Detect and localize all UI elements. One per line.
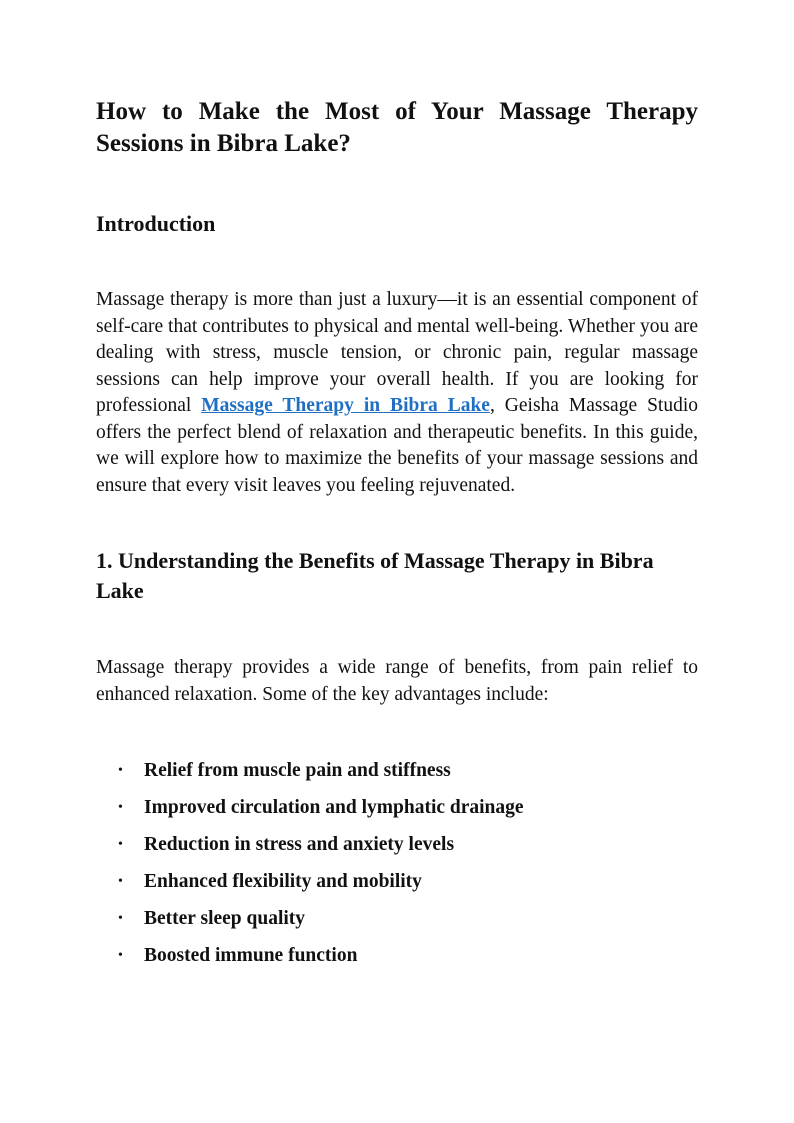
list-item xyxy=(96,868,698,895)
benefit-text: Relief from muscle pain and stiffness xyxy=(144,760,451,781)
bullet-icon: • xyxy=(118,874,123,889)
list-item xyxy=(96,905,698,932)
introduction-paragraph xyxy=(96,287,698,499)
benefit-text: Enhanced flexibility and mobility xyxy=(144,871,422,892)
bullet-icon: • xyxy=(118,800,123,815)
benefits-list xyxy=(96,757,698,969)
bullet-icon: • xyxy=(118,911,123,926)
list-item xyxy=(96,794,698,821)
document-page xyxy=(96,96,698,979)
introduction-text-after-link: , Geisha Massage Studio offers the perfect blend of relaxation and therapeutic benefits. In this guide, we will explore how to maximize the benefits of your massage sessions and ensure that every visit leaves you feeling rejuvenated. xyxy=(96,395,699,496)
benefit-text: Improved circulation and lymphatic drainage xyxy=(144,797,524,818)
introduction-text-before-link: Massage therapy is more than just a luxury—it is an essential component of self-care that contributes to physical and mental well-being. Whether you are dealing with stress, muscle tension, or chronic pain, regular massage sessions can help improve your overall health. If you are looking for professional xyxy=(96,289,698,416)
bullet-icon: • xyxy=(118,763,123,778)
list-item xyxy=(96,757,698,784)
page-title: How to Make the Most of Your Massage Therapy Sessions in Bibra Lake? xyxy=(96,98,698,157)
bullet-icon: • xyxy=(118,837,123,852)
benefit-text: Boosted immune function xyxy=(144,945,358,966)
benefit-text: Reduction in stress and anxiety levels xyxy=(144,834,455,855)
section-1-heading: 1. Understanding the Benefits of Massage Therapy in Bibra Lake xyxy=(96,548,654,603)
benefit-text: Better sleep quality xyxy=(144,908,306,929)
massage-therapy-bibra-lake-link[interactable]: Massage Therapy in Bibra Lake xyxy=(201,395,490,416)
list-item xyxy=(96,942,698,969)
bullet-icon: • xyxy=(118,948,123,963)
section-1-paragraph: Massage therapy provides a wide range of benefits, from pain relief to enhanced relaxation. Some of the key advantages include: xyxy=(96,657,698,705)
list-item xyxy=(96,831,698,858)
introduction-heading: Introduction xyxy=(96,211,216,236)
